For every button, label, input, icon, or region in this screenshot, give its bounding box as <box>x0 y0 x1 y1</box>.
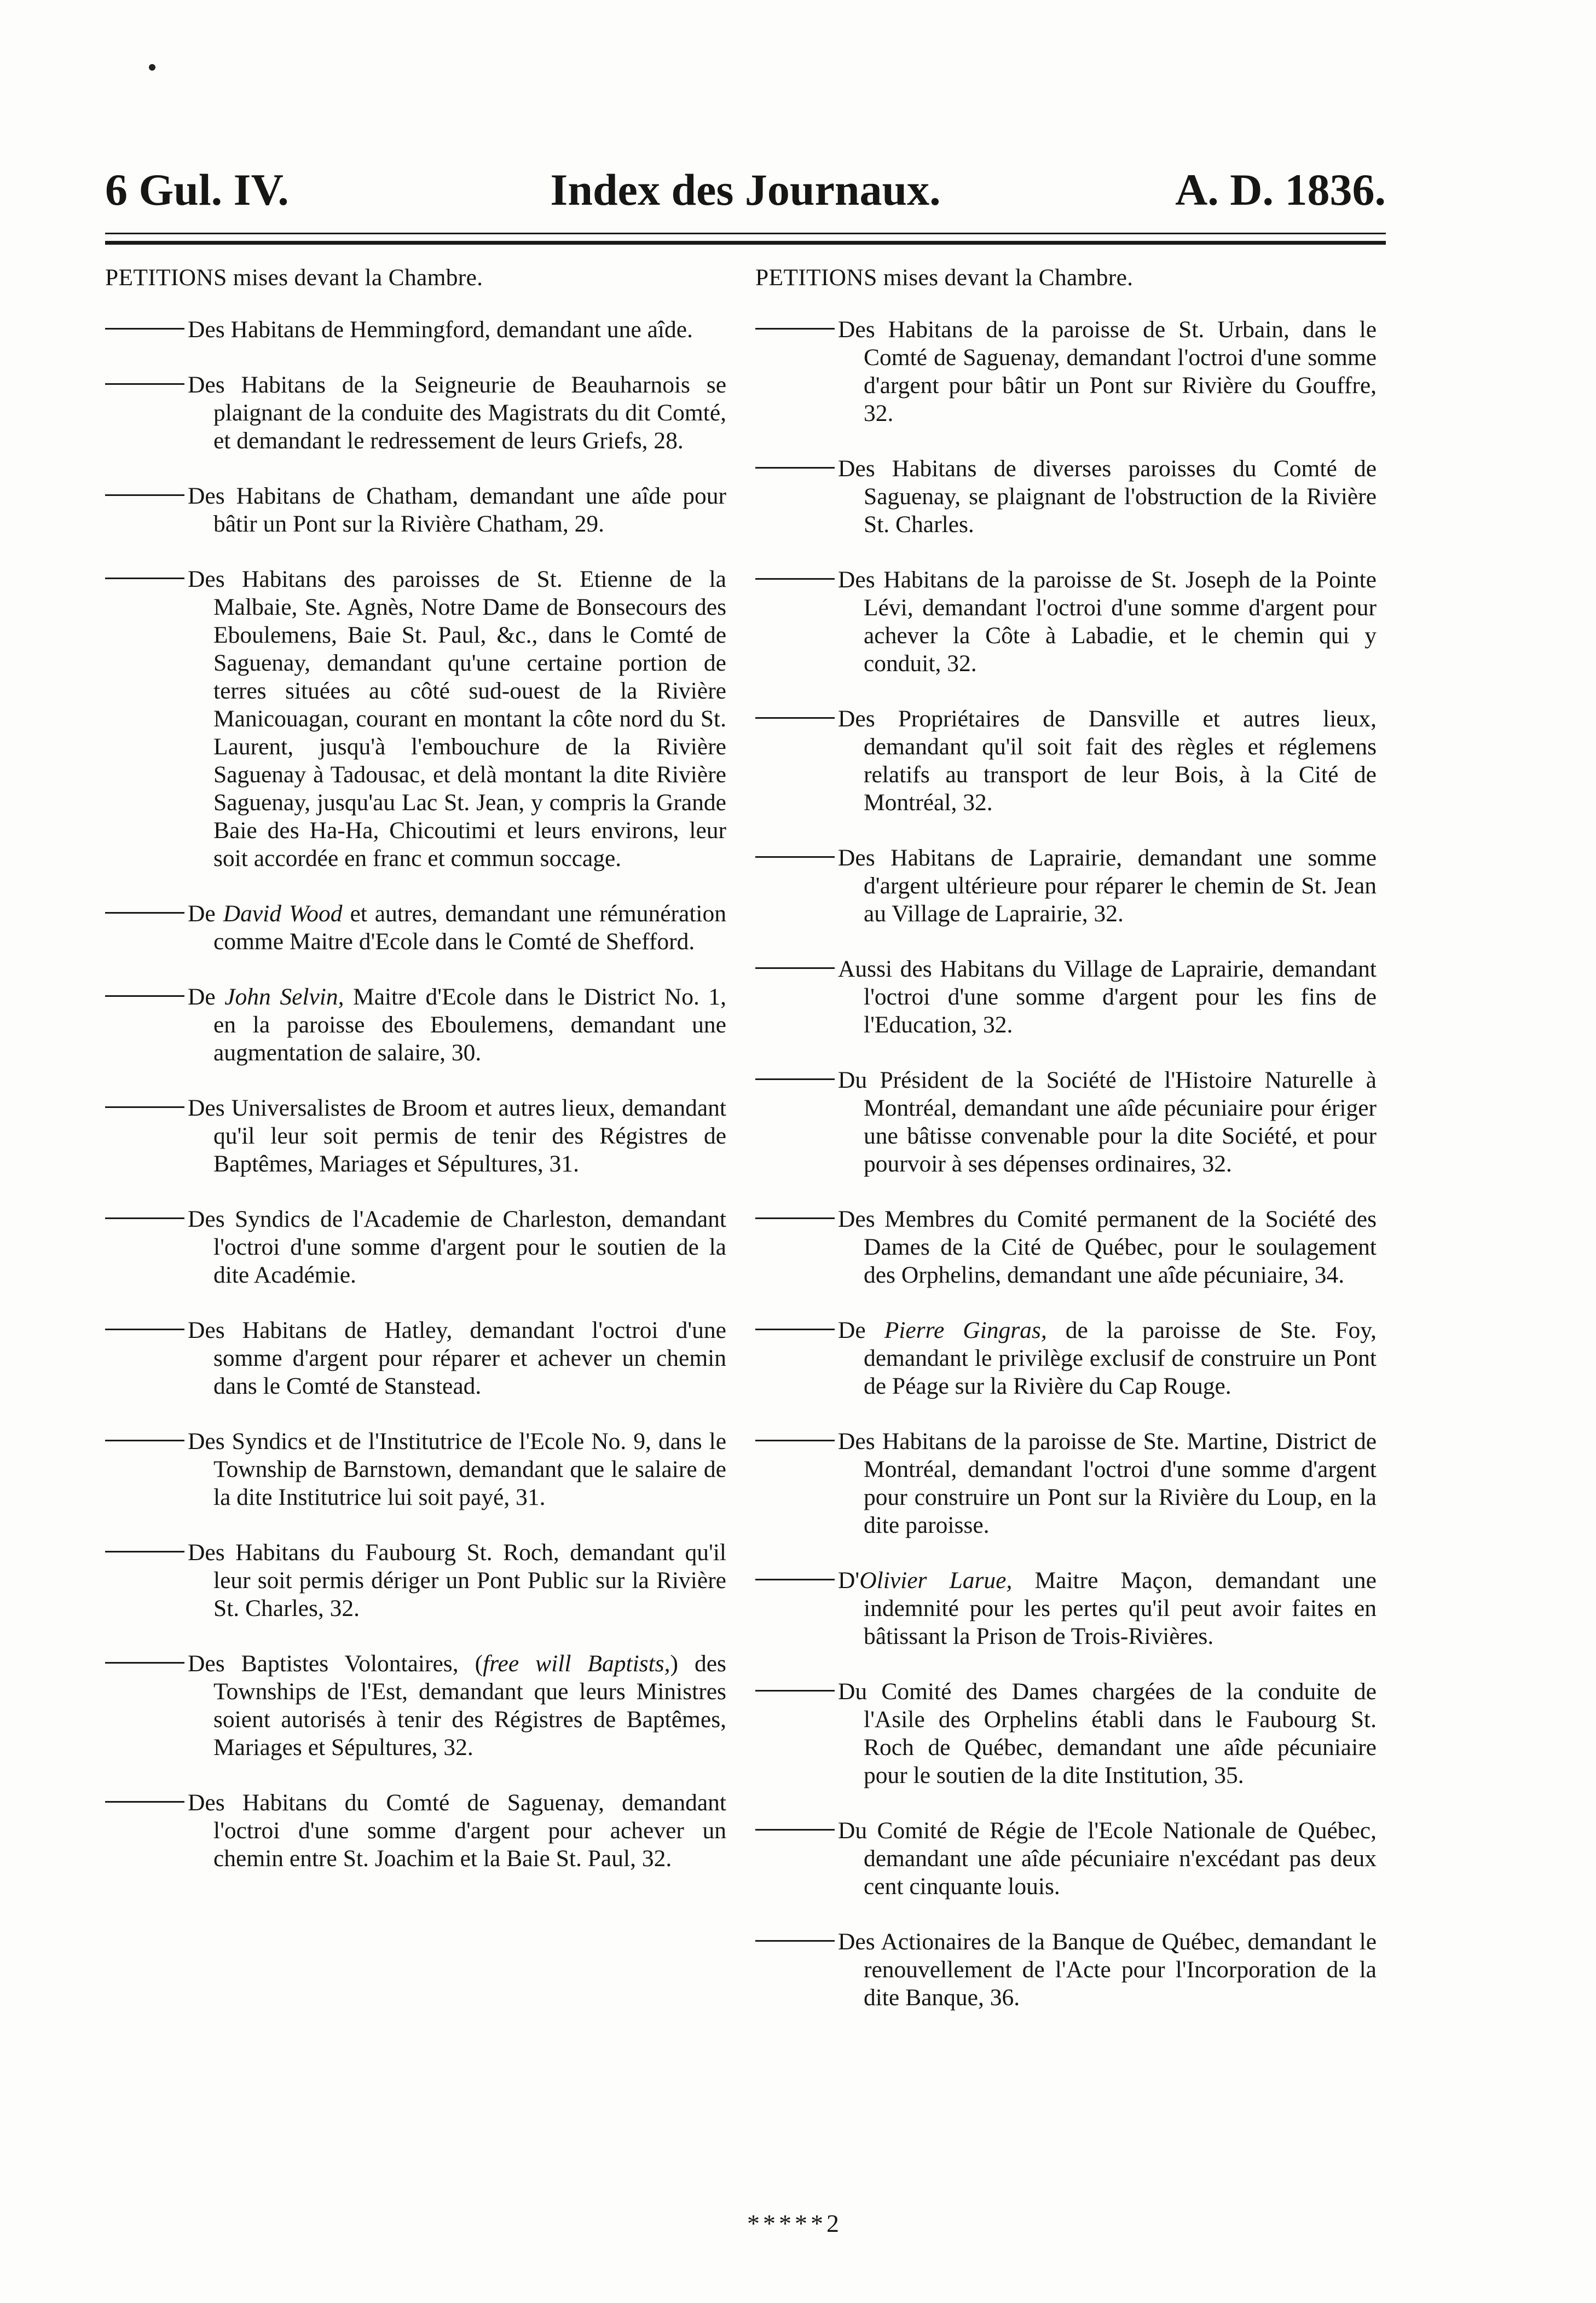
em-dash-rule <box>755 1217 835 1219</box>
petition-entry <box>755 1678 1377 1790</box>
entry-text: Des Propriétaires de Dansville et autres lieux, demandant qu'il soit fait des règles et réglemens relatifs au transport de leur Bois, à la Cité de Montréal, 32. <box>838 705 1377 816</box>
em-dash-rule <box>105 995 184 997</box>
petition-entry <box>755 844 1377 928</box>
em-dash-rule <box>755 467 835 469</box>
em-dash-rule <box>755 717 835 719</box>
entry-text: Des Actionaires de la Banque de Québec, demandant le renouvellement de l'Acte pour l'Incorporation de la dite Banque, 36. <box>838 1928 1377 2011</box>
em-dash-rule <box>105 494 184 496</box>
page-title: Index des Journaux. <box>550 165 941 215</box>
petition-entry <box>755 1066 1377 1178</box>
em-dash-rule <box>105 1551 184 1552</box>
em-dash-rule <box>105 1217 184 1219</box>
entry-text: Des Habitans de la paroisse de Ste. Martine, District de Montréal, demandant l'octroi d'une somme d'argent pour construire un Pont sur la Rivière du Loup, en la dite paroisse. <box>838 1428 1377 1538</box>
petitioner-name: Olivier Larue, <box>859 1567 1013 1594</box>
petition-entry <box>755 316 1377 428</box>
entry-text: Maitre d'Ecole dans le District No. 1, en la paroisse des Eboulemens, demandant une augmentation de salaire, 30. <box>213 983 726 1066</box>
petition-entry <box>755 1205 1377 1289</box>
petition-entry <box>105 1539 726 1623</box>
petition-entry <box>105 1428 726 1511</box>
em-dash-rule <box>755 856 835 858</box>
em-dash-rule <box>105 1106 184 1108</box>
header-rule-thick <box>105 241 1386 245</box>
petition-entry <box>755 1928 1377 2012</box>
entry-lead: De <box>838 1317 884 1343</box>
em-dash-rule <box>105 1329 184 1330</box>
em-dash-rule <box>105 1662 184 1664</box>
petition-entry <box>105 900 726 956</box>
petition-entry <box>105 1205 726 1289</box>
page-header <box>105 164 1386 224</box>
petition-entry <box>755 1317 1377 1400</box>
petition-entry <box>105 1789 726 1873</box>
petitioner-name: John Selvin, <box>224 983 344 1010</box>
entry-list <box>105 316 726 1873</box>
petition-entry <box>755 955 1377 1039</box>
em-dash-rule <box>755 328 835 330</box>
column-heading: PETITIONS mises devant la Chambre. <box>105 264 483 291</box>
entry-text: Des Habitans de la paroisse de St. Joseph de la Pointe Lévi, demandant l'octroi d'une somme d'argent pour achever la Côte à Labadie, et le chemin qui y conduit, 32. <box>838 566 1377 677</box>
petitioner-name: David Wood <box>223 900 343 927</box>
entry-text: Du Comité des Dames chargées de la conduite de l'Asile des Orphelins établi dans le Faubourg St. Roch de Québec, demandant une aîde pécuniaire pour le soutien de la dite Institution, 35. <box>838 1678 1377 1788</box>
petitioner-name: Pierre Gingras, <box>884 1317 1047 1343</box>
petition-entry <box>105 371 726 455</box>
em-dash-rule <box>755 1440 835 1441</box>
em-dash-rule <box>105 1440 184 1441</box>
printer-signature: *****2 <box>747 2209 842 2237</box>
entry-text: Des Habitans de Hatley, demandant l'octroi d'une somme d'argent pour réparer et achever un chemin dans le Comté de Stanstead. <box>188 1317 726 1399</box>
petition-entry <box>105 482 726 538</box>
entry-text: Des Habitans de Chatham, demandant une aîde pour bâtir un Pont sur la Rivière Chatham, 29. <box>188 482 726 537</box>
petition-entry <box>105 983 726 1067</box>
entry-text: Des Habitans de diverses paroisses du Comté de Saguenay, se plaignant de l'obstruction de la Rivière St. Charles. <box>838 455 1377 538</box>
em-dash-rule <box>105 1801 184 1803</box>
petition-entry <box>105 1317 726 1400</box>
entry-text: et autres, demandant une rémunération comme Maitre d'Ecole dans le Comté de Shefford. <box>213 900 727 955</box>
entry-text: de la paroisse de Ste. Foy, demandant le privilège exclusif de construire un Pont de Péage sur la Rivière du Cap Rouge. <box>864 1317 1377 1399</box>
entry-lead: De <box>188 983 225 1010</box>
entry-text: Des Habitans de Hemmingford, demandant une aîde. <box>188 316 693 343</box>
header-rule-thin <box>105 233 1386 234</box>
petition-entry <box>755 705 1377 817</box>
column-heading: PETITIONS mises devant la Chambre. <box>755 264 1134 291</box>
petition-entry <box>755 566 1377 678</box>
petition-entry <box>755 1428 1377 1539</box>
em-dash-rule <box>755 1579 835 1580</box>
petitioner-name: free will Baptists, <box>483 1650 670 1677</box>
em-dash-rule <box>755 578 835 580</box>
em-dash-rule <box>755 1078 835 1080</box>
entry-text: Des Habitans des paroisses de St. Etienne de la Malbaie, Ste. Agnès, Notre Dame de Bonsecours des Eboulemens, Baie St. Paul, &c., dans le Comté de Saguenay, demandant qu'une certaine portion de terres situées au côté sud-ouest de la Rivière Manicouagan, courant en montant la côte nord du St. Laurent, jusqu'à l'embouchure de la Rivière Saguenay à Tadousac, et delà montant la dite Rivière Saguenay, jusqu'au Lac St. Jean, y compris la Grande Baie des Ha-Ha, Chicoutimi et leurs environs, leur soit accordée en franc et commun soccage. <box>188 565 726 871</box>
em-dash-rule <box>105 383 184 385</box>
em-dash-rule <box>755 1329 835 1330</box>
entry-text: Des Habitans de la Seigneurie de Beauharnois se plaignant de la conduite des Magistrats du dit Comté, et demandant le redressement de leurs Griefs, 28. <box>188 371 726 454</box>
regnal-year: 6 Gul. IV. <box>105 165 289 215</box>
petition-entry <box>105 316 726 344</box>
petition-entry <box>755 1567 1377 1650</box>
entry-text: Des Universalistes de Broom et autres lieux, demandant qu'il leur soit permis de tenir des Régistres de Baptêmes, Mariages et Sépultures, 31. <box>188 1094 726 1177</box>
entry-text: Des Habitans du Comté de Saguenay, demandant l'octroi d'une somme d'argent pour achever un chemin entre St. Joachim et la Baie St. Paul, 32. <box>188 1789 726 1872</box>
em-dash-rule <box>755 1690 835 1692</box>
year: A. D. 1836. <box>1175 165 1386 215</box>
entry-text: Des Habitans de la paroisse de St. Urbain, dans le Comté de Saguenay, demandant l'octroi d'une somme d'argent pour bâtir un Pont sur Rivière du Gouffre, 32. <box>838 316 1377 426</box>
left-column <box>105 257 726 1900</box>
entry-text: Maitre Maçon, demandant une indemnité pour les pertes qu'il peut avoir faites en bâtissant la Prison de Trois-Rivières. <box>864 1567 1377 1649</box>
entry-lead: D' <box>838 1567 860 1594</box>
entry-text: Des Syndics et de l'Institutrice de l'Ecole No. 9, dans le Township de Barnstown, demandant que le salaire de la dite Institutrice lui soit payé, 31. <box>188 1428 726 1510</box>
em-dash-rule <box>755 1829 835 1831</box>
entry-text: Des Syndics de l'Academie de Charleston, demandant l'octroi d'une somme d'argent pour le soutien de la dite Académie. <box>188 1205 726 1288</box>
em-dash-rule <box>755 1940 835 1942</box>
em-dash-rule <box>105 912 184 914</box>
em-dash-rule <box>755 967 835 969</box>
entry-text: Du Président de la Société de l'Histoire Naturelle à Montréal, demandant une aîde pécuniaire pour ériger une bâtisse convenable pour la dite Société, et pour pourvoir à ses dépenses ordinaires, 32. <box>838 1066 1377 1177</box>
petition-entry <box>105 565 726 873</box>
petition-entry <box>105 1650 726 1762</box>
entry-lead: Des Baptistes Volontaires, ( <box>188 1650 483 1677</box>
entry-text: Du Comité de Régie de l'Ecole Nationale de Québec, demandant une aîde pécuniaire n'excédant pas deux cent cinquante louis. <box>838 1817 1377 1900</box>
petition-entry <box>105 1094 726 1178</box>
petition-entry <box>755 455 1377 539</box>
entry-text: ) des Townships de l'Est, demandant que leurs Ministres soient autorisés à tenir des Régistres de Baptêmes, Mariages et Sépultures, 32. <box>213 1650 726 1761</box>
entry-text: Aussi des Habitans du Village de Laprairie, demandant l'octroi d'une somme d'argent pour les fins de l'Education, 32. <box>838 955 1377 1038</box>
entry-lead: De <box>188 900 223 927</box>
entry-text: Des Habitans du Faubourg St. Roch, demandant qu'il leur soit permis dériger un Pont Public sur la Rivière St. Charles, 32. <box>188 1539 726 1621</box>
petition-entry <box>755 1817 1377 1901</box>
em-dash-rule <box>105 578 184 579</box>
entry-text: Des Membres du Comité permanent de la Société des Dames de la Cité de Québec, pour le soulagement des Orphelins, demandant une aîde pécuniaire, 34. <box>838 1205 1377 1288</box>
right-column <box>755 257 1377 2039</box>
ink-dot <box>149 64 155 71</box>
entry-list <box>755 316 1377 2012</box>
em-dash-rule <box>105 328 184 330</box>
entry-text: Des Habitans de Laprairie, demandant une somme d'argent ultérieure pour réparer le chemin de St. Jean au Village de Laprairie, 32. <box>838 844 1377 927</box>
